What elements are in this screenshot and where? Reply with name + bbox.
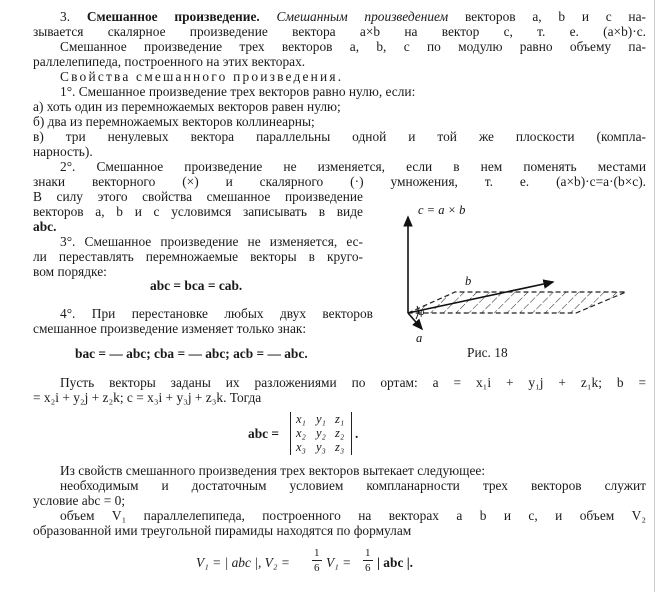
det-cell: z₃ bbox=[335, 440, 345, 454]
volume-formula-part2: V₁ = bbox=[326, 555, 352, 570]
properties-heading: Свойства смешанного произведения. bbox=[60, 69, 344, 84]
parallelogram-shaded bbox=[408, 292, 626, 313]
volume-formula-part3: | abc |. bbox=[377, 555, 414, 570]
property-1b: б) два из перемножаемых векторов коллинеарны; bbox=[33, 114, 315, 129]
label-phi: φ bbox=[418, 308, 425, 318]
det-cell: x₂ bbox=[296, 426, 306, 440]
volume-line: Смешанное произведение трех векторов a, b, c по модулю равно объему па- bbox=[60, 39, 646, 54]
swap-equation: bac = — abc; cba = — abc; acb = — abc. bbox=[75, 346, 308, 361]
consequence-line: Из свойств смешанного произведения трех векторов вытекает следующее: bbox=[60, 463, 486, 478]
consequence-line-4: объем V₁ параллелепипеда, построенного на векторах a b и c, и объем V₂ bbox=[60, 508, 646, 523]
det-cell: y₁ bbox=[316, 412, 326, 426]
det-lhs: abc = bbox=[248, 426, 280, 441]
figure-caption: Рис. 18 bbox=[467, 345, 508, 360]
det-end: . bbox=[355, 426, 359, 441]
label-a: a bbox=[416, 331, 423, 345]
cyclic-equation: abc = bca = cab. bbox=[150, 278, 243, 293]
label-c: c = a × b bbox=[418, 203, 466, 217]
label-b: b bbox=[465, 274, 472, 288]
det-cell: x₁ bbox=[296, 412, 306, 426]
property-1a: а) хоть один из перемножаемых векторов равен нулю; bbox=[33, 99, 341, 114]
definition-line: зывается скалярное произведение вектора a×b на вектор c, т. е. (a×b)·c. bbox=[33, 24, 646, 39]
property-2-note-3: abc. bbox=[33, 219, 57, 234]
coord-line: Пусть векторы заданы их разложениями по ортам: a = x₁i + y₁j + z₁k; b = bbox=[60, 375, 646, 390]
property-1c: в) три ненулевых вектора параллельны одной и той же плоскости (компла- bbox=[33, 129, 646, 144]
property-3-cont-2: вом порядке: bbox=[33, 264, 107, 279]
fraction-2: 1 6 bbox=[363, 546, 373, 576]
coord-line-2: = x₂i + y₂j + z₂k; c = x₃i + y₃j + z₃k. Тогда bbox=[33, 390, 262, 405]
figure-18 bbox=[380, 185, 635, 345]
fraction-1: 1 6 bbox=[312, 546, 322, 576]
volume-line-2: раллелепипеда, построенного на этих векторах. bbox=[33, 54, 306, 69]
property-2: 2°. Смешанное произведение не изменяется, если в нем поменять местами bbox=[60, 159, 646, 174]
property-2-cont: знаки векторного (×) и скалярного (·) умножения, т. е. (a×b)·c=a·(b×c). bbox=[33, 174, 646, 189]
property-1: 1°. Смешанное произведение трех векторов равно нулю, если: bbox=[60, 84, 416, 99]
consequence-line-5: образованной ими треугольной пирамиды находятся по формулам bbox=[33, 523, 412, 538]
property-4: 4°. При перестановке любых двух векторов bbox=[60, 306, 373, 321]
det-cell: z₂ bbox=[335, 426, 345, 440]
det-cell: x₃ bbox=[296, 440, 306, 454]
property-3-cont: ли переставлять перемножаемые векторы в круго- bbox=[33, 249, 363, 264]
property-2-note: В силу этого свойства смешанное произведение bbox=[33, 189, 363, 204]
consequence-line-3: условие abc = 0; bbox=[33, 493, 126, 508]
det-cell: y₃ bbox=[316, 440, 326, 454]
det-cell: y₂ bbox=[316, 426, 326, 440]
property-2-note-2: векторов a, b и c условимся записывать в виде bbox=[33, 204, 363, 219]
det-cell: z₁ bbox=[335, 412, 345, 426]
property-4-cont: смешанное произведение изменяет только знак: bbox=[33, 321, 307, 336]
volume-formula-part1: V₁ = | abc |, V₂ = bbox=[196, 555, 290, 570]
property-1c-cont: нарность). bbox=[33, 144, 93, 159]
consequence-line-2: необходимым и достаточным условием компланарности трех векторов служит bbox=[60, 478, 646, 493]
section-title-line: 3. Смешанное произведение. Смешанным произведением векторов a, b и c на- bbox=[60, 9, 647, 24]
property-3: 3°. Смешанное произведение не изменяется, ес- bbox=[60, 234, 363, 249]
determinant bbox=[290, 412, 352, 455]
